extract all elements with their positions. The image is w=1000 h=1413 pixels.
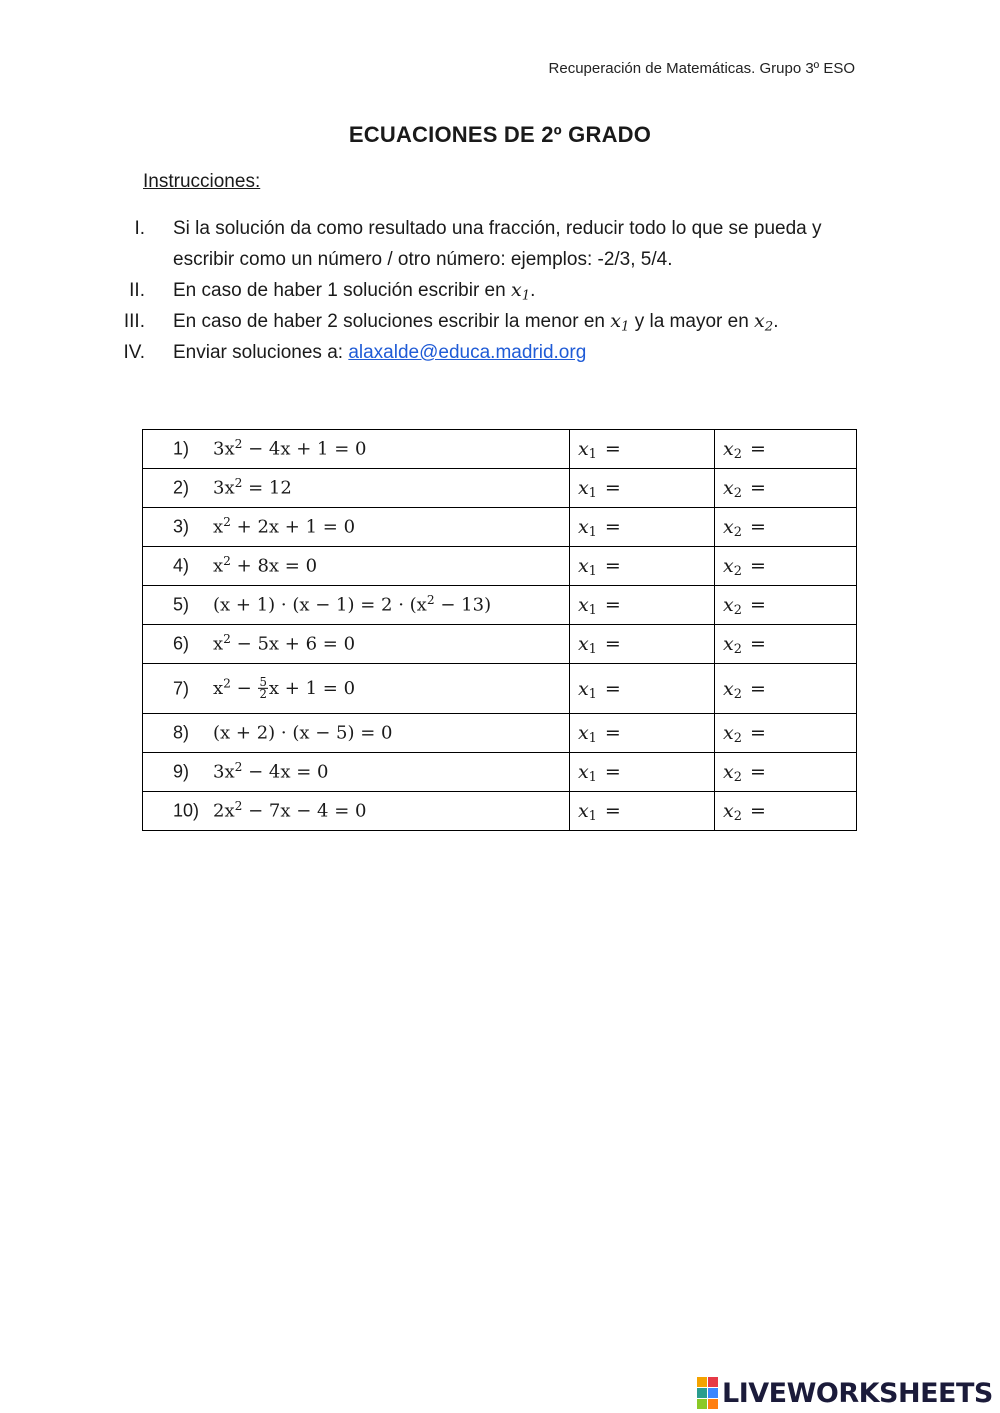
instruction-text [173, 337, 880, 368]
instruction-number: II. [129, 280, 145, 301]
logo-square [697, 1377, 707, 1387]
answer-x2-field[interactable]: $x_2$ = [715, 508, 857, 547]
answer-x1-field[interactable]: $x_1$ = [569, 547, 714, 586]
answer-x2-field[interactable]: $x_2$ = [715, 469, 857, 508]
answer-x1-field[interactable]: $x_1$ = [569, 753, 714, 792]
equation: $3x^2 - 4x = 0$ [213, 759, 329, 783]
equation-number: 10) [173, 800, 200, 821]
instruction-item [100, 275, 880, 306]
equation: $x^2 + 8x = 0$ [213, 553, 318, 577]
equation-cell [143, 508, 570, 547]
instruction-text-part: y la mayor en [629, 311, 755, 332]
answer-x1-field[interactable]: $x_1$ = [569, 664, 714, 714]
equation-cell [143, 469, 570, 508]
equation-number: 6) [173, 633, 190, 654]
answer-x2-field[interactable]: $x_2$ = [715, 430, 857, 469]
instruction-item [100, 213, 880, 275]
table-row [143, 714, 857, 753]
answer-x1-field[interactable]: $x_1$ = [569, 508, 714, 547]
equation-cell [143, 547, 570, 586]
equation-number: 2) [173, 477, 190, 498]
equation-cell [143, 664, 570, 714]
equation-cell [143, 792, 570, 831]
equation-cell [143, 753, 570, 792]
table-row [143, 664, 857, 714]
equation: $3x^2 - 4x + 1 = 0$ [213, 436, 367, 460]
answer-x1-field[interactable]: $x_1$ = [569, 430, 714, 469]
instruction-item [100, 306, 880, 337]
logo-square [708, 1377, 718, 1387]
equation-number: 7) [173, 678, 190, 698]
table-row [143, 753, 857, 792]
logo-square [708, 1399, 718, 1409]
header-note: Recuperación de Matemáticas. Grupo 3º ESO [548, 60, 855, 77]
instruction-number: I. [134, 218, 145, 239]
equation: $x^2 - 5x + 6 = 0$ [213, 631, 356, 655]
instruction-text-part: En caso de haber 1 solución escribir en [173, 280, 511, 301]
logo-square [697, 1399, 707, 1409]
equation-number: 8) [173, 722, 190, 743]
answer-x2-field[interactable]: $x_2$ = [715, 586, 857, 625]
instruction-text-part: En caso de haber 2 soluciones escribir la menor en [173, 311, 611, 332]
table-row [143, 586, 857, 625]
equation-number: 9) [173, 761, 190, 782]
instruction-number: IV. [123, 342, 145, 363]
logo-text: LIVEWORKSHEETS [722, 1377, 993, 1409]
equation-number: 5) [173, 594, 190, 615]
answer-x1-field[interactable]: $x_1$ = [569, 469, 714, 508]
instructions-heading: Instrucciones: [143, 171, 261, 192]
instruction-text [173, 306, 880, 337]
equation: $2x^2 - 7x - 4 = 0$ [213, 798, 367, 822]
answer-x2-field[interactable]: $x_2$ = [715, 547, 857, 586]
equation-cell [143, 714, 570, 753]
math-variable: $x_1$ [610, 310, 630, 335]
answer-x2-field[interactable]: $x_2$ = [715, 792, 857, 831]
instruction-text-part: . [530, 280, 536, 301]
equation-cell [143, 625, 570, 664]
table-row [143, 792, 857, 831]
logo-mark-icon [697, 1377, 718, 1409]
math-variable: $x_1$ [510, 279, 531, 304]
answer-x2-field[interactable]: $x_2$ = [715, 714, 857, 753]
table-row [143, 430, 857, 469]
math-variable: $x_2$ [754, 310, 774, 335]
equation-number: 3) [173, 516, 190, 537]
instruction-text-part: Enviar soluciones a: [173, 342, 349, 363]
answer-x1-field[interactable]: $x_1$ = [569, 792, 714, 831]
equation-number: 1) [173, 438, 190, 459]
equation-cell [143, 586, 570, 625]
equation: $3x^2 = 12$ [213, 475, 292, 499]
answer-x2-field[interactable]: $x_2$ = [715, 664, 857, 714]
equation-number: 4) [173, 555, 190, 576]
answer-x1-field[interactable]: $x_1$ = [569, 625, 714, 664]
table-row [143, 547, 857, 586]
logo-square [697, 1388, 707, 1398]
table-row [143, 508, 857, 547]
answer-x1-field[interactable]: $x_1$ = [569, 714, 714, 753]
instruction-text: Si la solución da como resultado una fracción, reducir todo lo que se pueda y escribir como un número / otro número: ejemplos: -2/3, 5/4. [173, 218, 822, 270]
instructions-list [100, 213, 880, 368]
equation: $(x + 1) \cdot (x - 1) = 2 \cdot (x^2 - 13)$ [213, 592, 492, 616]
logo-square [708, 1388, 718, 1398]
instruction-number: III. [123, 311, 145, 332]
email-link[interactable]: alaxalde@educa.madrid.org [348, 342, 587, 363]
instruction-item [100, 337, 880, 368]
table-row [143, 469, 857, 508]
answer-x1-field[interactable]: $x_1$ = [569, 586, 714, 625]
liveworksheets-logo [697, 1378, 993, 1408]
equation-cell [143, 430, 570, 469]
table-row [143, 625, 857, 664]
equation: $x^2 + 2x + 1 = 0$ [213, 514, 356, 538]
equation: (x + 2) · (x − 5) = 0 [213, 722, 393, 744]
answer-x2-field[interactable]: $x_2$ = [715, 753, 857, 792]
equation: $x^2$ − $\frac{5}{2}$ x + 1 = 0 [213, 674, 356, 701]
answer-x2-field[interactable]: $x_2$ = [715, 625, 857, 664]
page-title: ECUACIONES DE 2º GRADO [348, 122, 652, 147]
instruction-text-part: . [773, 311, 779, 332]
instruction-text [173, 275, 880, 306]
equations-table [142, 429, 857, 831]
